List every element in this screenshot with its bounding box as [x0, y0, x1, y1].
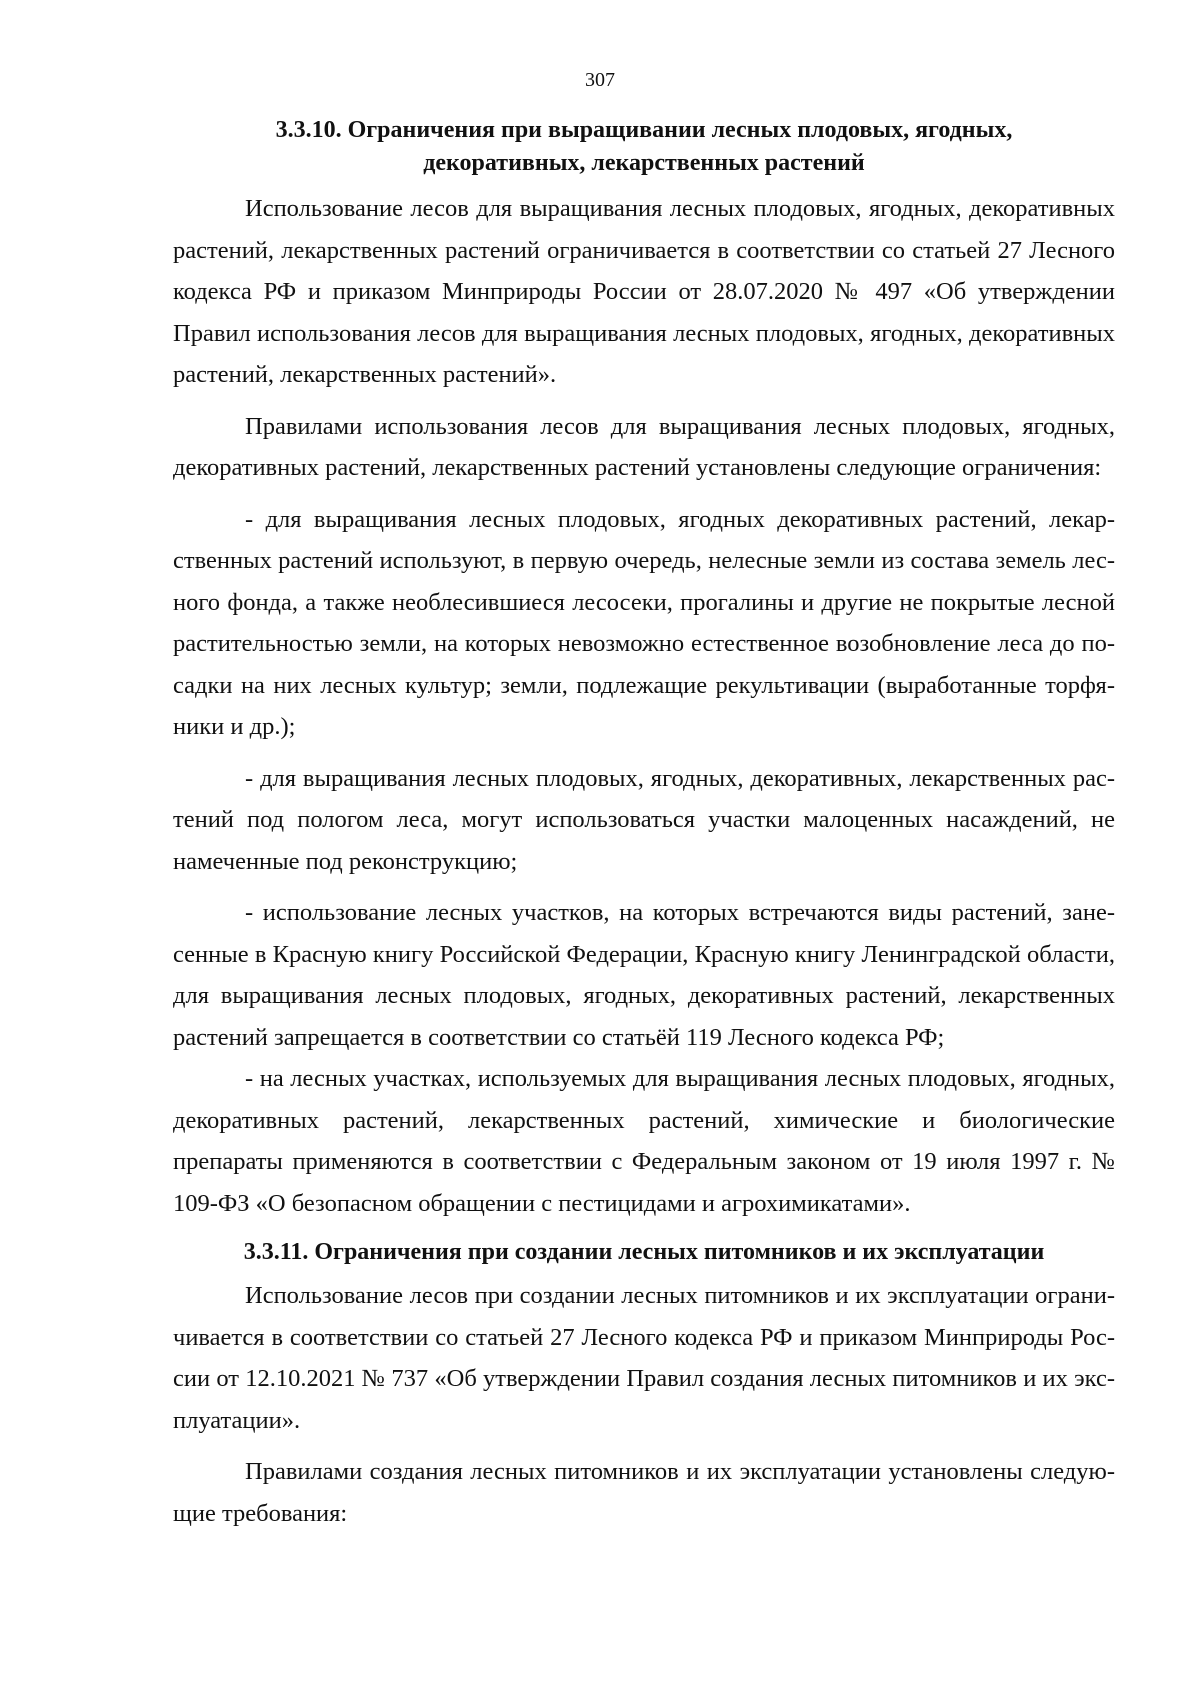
paragraph: Правилами создания лесных питомников и их эксплуатации установлены следующие требования:	[173, 1458, 1115, 1527]
list-item: - на лесных участках, используемых для выращивания лесных плодовых, ягодных, декоративных растений, лекарственных растений, химические и биологические препараты применяются в соответствии с Федеральным законом от 19 июля 1997 г. № 109-ФЗ «О безопасном обращении с пестицидами и агрохимикатами».	[173, 1065, 1115, 1217]
paragraph: Правилами использования лесов для выращивания лесных плодовых, ягодных, декоративных растений, лекарственных растений установлены следующие ограничения:	[173, 412, 1115, 481]
page-content	[173, 114, 1115, 1534]
page-number: 307	[585, 69, 615, 91]
section-heading-3-3-11: 3.3.11. Ограничения при создании лесных питомников и их эксплуатации	[243, 1239, 1045, 1265]
heading-line-1: 3.3.10. Ограничения при выращивании лесных плодовых, ягодных,	[275, 117, 1013, 143]
list-item: - для выращивания лесных плодовых, ягодных декоративных растений, лекарственных растений используют, в первую очередь, нелесные земли из состава земель лесного фонда, а также необлесившиеся лесосеки, прогалины и другие не покрытые лесной растительностью земли, на которых невозможно естественное возобновление леса до посадки на них лесных культур; земли, подлежащие рекультивации (выработанные торфяники и др.);	[173, 505, 1115, 740]
heading-line-2: декоративных, лекарственных растений	[423, 150, 865, 176]
list-item: - для выращивания лесных плодовых, ягодных, декоративных, лекарственных растений под пологом леса, могут использоваться участки малоценных насаждений, не намеченные под реконструкцию;	[173, 764, 1115, 875]
paragraph: Использование лесов для выращивания лесных плодовых, ягодных, декоративных растений, лекарственных растений ограничивается в соответствии со статьей 27 Лесного кодекса РФ и приказом Минприроды России от 28.07.2020 № 497 «Об утверждении Правил использования лесов для выращивания лесных плодовых, ягодных, декоративных растений, лекарственных растений».	[173, 195, 1115, 388]
list-item: - использование лесных участков, на которых встречаются виды растений, занесенные в Красную книгу Российской Федерации, Красную книгу Ленинградской области, для выращивания лесных плодовых, ягодных, декоративных растений, лекарственных растений запрещается в соответствии со статьёй 119 Лесного кодекса РФ;	[173, 899, 1115, 1051]
paragraph: Использование лесов при создании лесных питомников и их эксплуатации ограничивается в соответствии со статьей 27 Лесного кодекса РФ и приказом Минприроды России от 12.10.2021 № 737 «Об утверждении Правил создания лесных питомников и их эксплуатации».	[173, 1282, 1115, 1434]
section-heading-3-3-10	[173, 114, 1115, 180]
